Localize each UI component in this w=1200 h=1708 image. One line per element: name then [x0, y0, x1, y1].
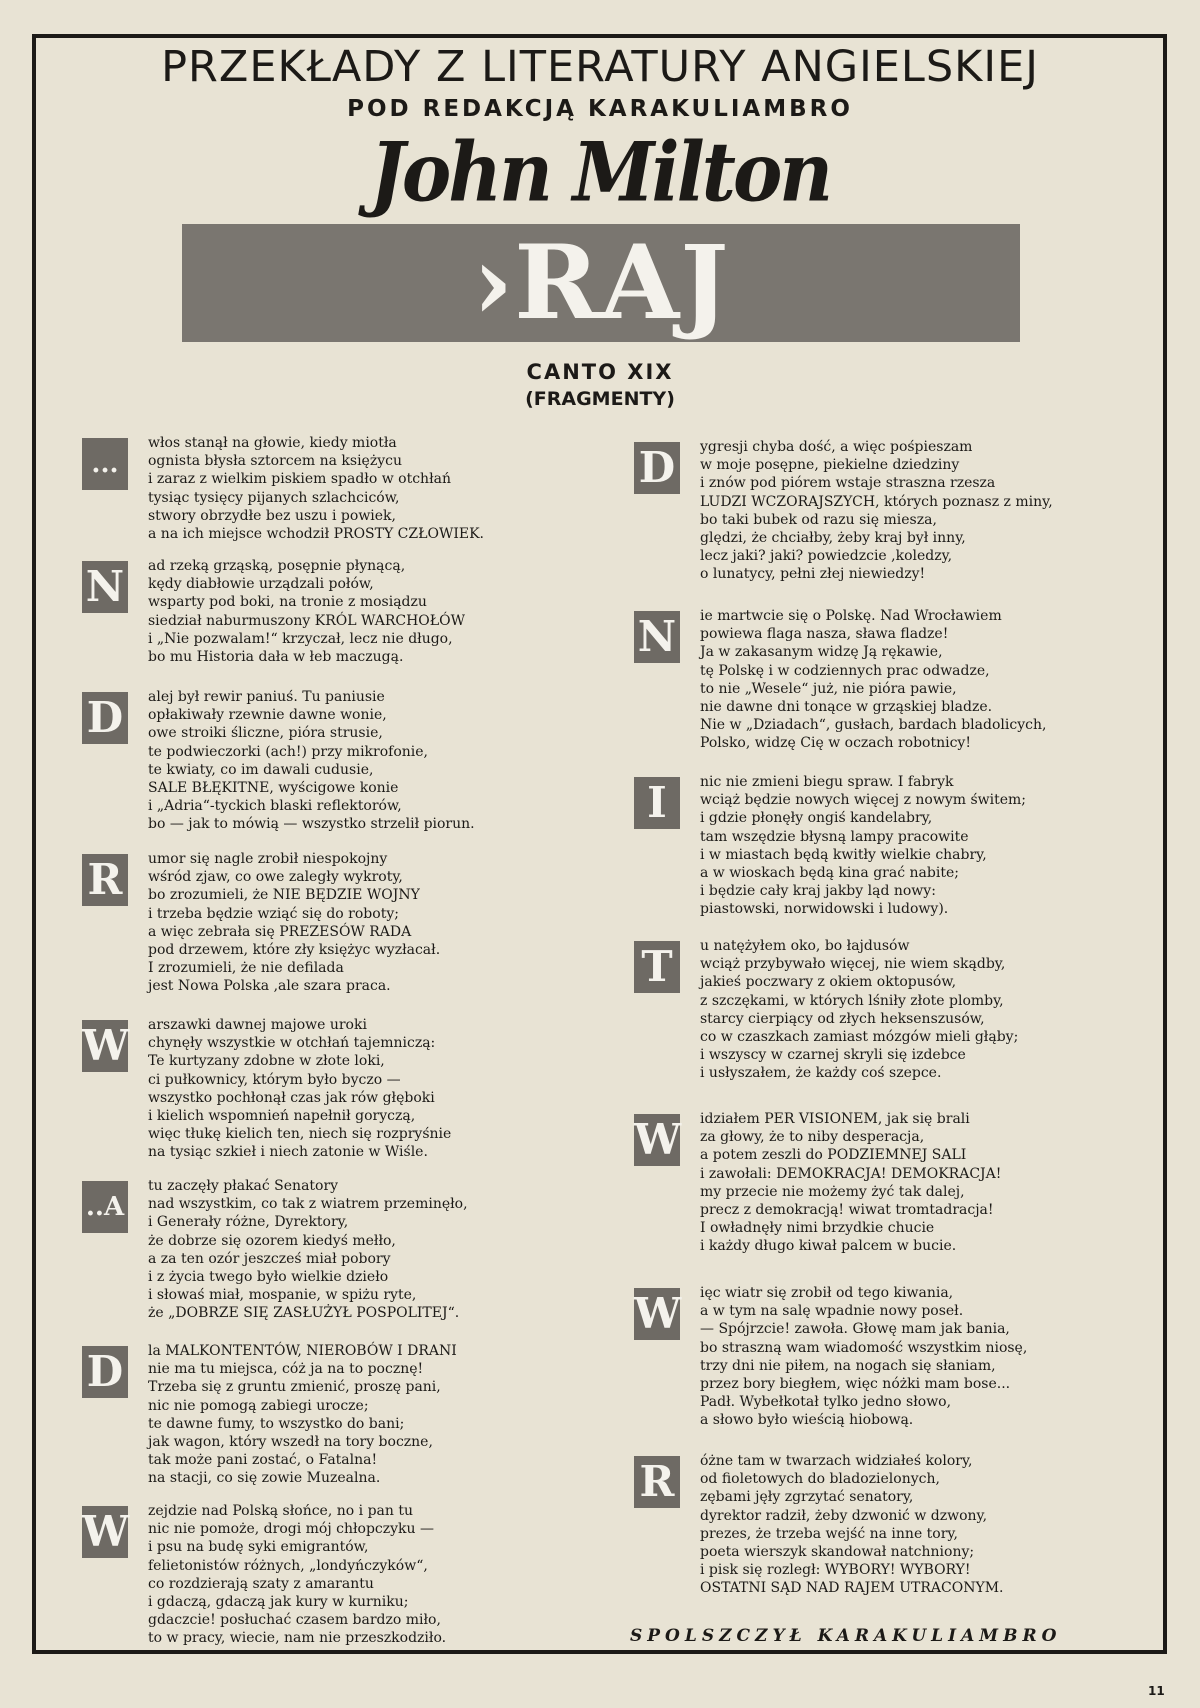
stanza-lines	[700, 1452, 1004, 1598]
canto-title: CANTO XIX	[526, 360, 674, 384]
verse-line: wciąż przybywało więcej, nie wiem skądby,	[700, 956, 1006, 973]
verse-line: o lunatycy, pełni złej niewiedzy!	[700, 566, 926, 583]
stanza-lines	[148, 1502, 446, 1648]
verse-line: poeta wierszyk skandował natchniony;	[700, 1544, 975, 1561]
verse-line: nic nie zmieni biegu spraw. I fabryk	[700, 774, 954, 790]
verse-line: tę Polskę i w codziennych prac odwadze,	[700, 662, 990, 679]
verse-line: stwory obrzydłe bez uszu i powiek,	[148, 507, 396, 524]
verse-line: jak wagon, który wszedł na tory boczne,	[148, 1434, 433, 1451]
drop-cap: D	[82, 692, 128, 744]
verse-line: więc tłukę kielich ten, niech się rozpryśnie	[148, 1126, 452, 1143]
verse-line: my przecie nie możemy żyć tak dalej,	[700, 1183, 965, 1200]
verse-line: Padł. Wybełkotał tylko jedno słowo,	[700, 1394, 952, 1411]
verse-line: te dawne fumy, to wszystko do bani;	[148, 1415, 405, 1432]
verse-line: I owładnęły nimi brzydkie chucie	[700, 1220, 935, 1237]
verse-line: la MALKONTENTÓW, NIEROBÓW I DRANI	[148, 1343, 457, 1359]
verse-line: trzy dni nie piłem, na nogach się słaniam,	[700, 1357, 996, 1374]
verse-line: piastowski, norwidowski i ludowy).	[700, 901, 949, 918]
verse-line: precz z demokracją! wiwat tromtadracja!	[700, 1202, 994, 1219]
drop-cap: R	[82, 854, 128, 906]
verse-line: ad rzeką grząską, posępnie płynącą,	[148, 558, 406, 574]
verse-line: dyrektor radził, żeby dzwonić w dzwony,	[700, 1507, 988, 1524]
verse-line: i znów pod piórem wstaje straszna rzesza	[700, 475, 996, 492]
stanza-lines	[148, 850, 440, 996]
drop-cap: N	[82, 561, 128, 613]
verse-line: lecz jaki? jaki? powiedzcie ,koledzy,	[700, 548, 953, 565]
verse-line: ięc wiatr się zrobił od tego kiwania,	[700, 1285, 954, 1301]
verse-line: ognista błysła sztorcem na księżycu	[148, 453, 402, 470]
verse-line: i psu na budę syki emigrantów,	[148, 1539, 369, 1556]
stanza-lines	[700, 438, 1053, 584]
drop-cap: W	[82, 1021, 130, 1070]
series-title: PRZEKŁADY Z LITERATURY ANGIELSKIEJ	[161, 42, 1039, 92]
verse-line: to nie „Wesele“ już, nie pióra pawie,	[700, 680, 957, 697]
work-title-banner: ›RAJ	[182, 224, 1020, 342]
editor-subtitle: POD REDAKCJĄ KARAKULIAMBRO	[347, 96, 853, 122]
verse-line: zejdzie nad Polską słońce, no i pan tu	[148, 1503, 413, 1519]
verse-line: i wszyscy w czarnej skryli się izdebce	[700, 1047, 966, 1064]
verse-line: felietonistów różnych, „londyńczyków“,	[148, 1557, 428, 1574]
verse-line: gdaczcie! posłuchać czasem bardzo miło,	[148, 1612, 441, 1629]
drop-cap: W	[634, 1115, 682, 1164]
verse-line: bo straszną wam wiadomość wszystkim niosę,	[700, 1339, 1028, 1356]
stanza-lines	[148, 1016, 451, 1162]
drop-cap: D	[82, 1346, 128, 1398]
verse-line: tak może pani zostać, o Fatalna!	[148, 1452, 378, 1469]
verse-line: tam wszędzie błysną lampy pracowite	[700, 828, 969, 845]
verse-line: i „Adria“-tyckich blaski reflektorów,	[148, 798, 402, 815]
verse-line: owe stroiki śliczne, pióra strusie,	[148, 725, 383, 742]
verse-line: i zaraz z wielkim piskiem spadło w otchłań	[148, 471, 451, 488]
verse-line: I zrozumieli, że nie defilada	[148, 960, 344, 977]
verse-line: arszawki dawnej majowe uroki	[148, 1017, 367, 1033]
verse-line: Nie w „Dziadach“, gusłach, bardach bladolicych,	[700, 717, 1047, 734]
verse-line: Te kurtyzany zdobne w złote loki,	[148, 1053, 385, 1070]
verse-line: LUDZI WCZORAJSZYCH, których poznasz z miny,	[700, 493, 1053, 510]
verse-line: za głowy, że to niby desperacja,	[700, 1129, 925, 1146]
verse-line: kędy diabłowie urządzali połów,	[148, 576, 374, 593]
verse-line: nic nie pomogą zabiegi urocze;	[148, 1397, 369, 1414]
drop-cap: T	[634, 941, 680, 993]
verse-line: od fioletowych do bladozielonych,	[700, 1471, 940, 1488]
canto-subtitle: (FRAGMENTY)	[525, 388, 675, 410]
author-name: John Milton	[369, 125, 831, 221]
verse-line: ygresji chyba dość, a więc pośpieszam	[700, 439, 973, 455]
verse-line: a w wioskach będą kina grać nabite;	[700, 865, 959, 882]
verse-line: SALE BŁĘKITNE, wyścigowe konie	[148, 780, 399, 797]
verse-line: wśród zjaw, co owe zaległy wykroty,	[148, 869, 403, 886]
drop-cap: R	[634, 1456, 680, 1508]
verse-line: bo zrozumieli, że NIE BĘDZIE WOJNY	[148, 887, 420, 904]
verse-line: przez bory biegłem, więc nóżki mam bose...	[700, 1376, 1011, 1393]
verse-line: ci pułkownicy, którym było byczo —	[148, 1071, 401, 1088]
verse-line: siedział naburmuszony KRÓL WARCHOŁÓW	[148, 612, 465, 629]
stanza-lines	[700, 937, 1018, 1083]
verse-line: wciąż będzie nowych więcej z nowym świtem;	[700, 792, 1027, 809]
verse-line: starcy cierpiący od złych heksenszusów,	[700, 1010, 985, 1027]
verse-line: pod drzewem, które zły księżyc wyzłacał.	[148, 942, 441, 959]
verse-line: na tysiąc szkieł i niech zatonie w Wiśle.	[148, 1144, 428, 1161]
verse-line: umor się nagle zrobił niespokojny	[148, 851, 388, 867]
stanza-lines	[148, 688, 475, 834]
verse-line: co w czaszkach zamiast mózgów mieli głąby;	[700, 1029, 1019, 1046]
drop-cap: I	[634, 777, 680, 829]
verse-line: opłakiwały rzewnie dawne wonie,	[148, 707, 387, 724]
verse-line: Polsko, widzę Cię w oczach robotnicy!	[700, 735, 971, 752]
verse-line: i „Nie pozwalam!“ krzyczał, lecz nie długo,	[148, 630, 453, 647]
verse-line: bo — jak to mówią — wszystko strzelił piorun.	[148, 816, 475, 833]
drop-cap: W	[634, 1289, 682, 1338]
verse-line: a za ten ozór jeszcześ miał pobory	[148, 1250, 391, 1267]
verse-line: Trzeba się z gruntu zmienić, proszę pani,	[148, 1379, 441, 1396]
verse-line: włos stanął na głowie, kiedy miotła	[148, 435, 397, 451]
verse-line: i pisk się rozległ: WYBORY! WYBORY!	[700, 1562, 971, 1579]
verse-line: ględzi, że chciałby, żeby kraj był inny,	[700, 530, 966, 547]
verse-line: i gdzie płonęły ongiś kandelabry,	[700, 810, 933, 827]
verse-line: a w tym na salę wpadnie nowy poseł.	[700, 1303, 964, 1320]
stanza-lines	[700, 1284, 1027, 1430]
verse-line: co rozdzierają szaty z amarantu	[148, 1575, 374, 1592]
drop-cap: N	[634, 611, 680, 663]
verse-line: na stacji, co się zowie Muzealna.	[148, 1470, 381, 1487]
verse-line: u natężyłem oko, bo łajdusów	[700, 938, 910, 954]
drop-cap: D	[634, 442, 680, 494]
verse-line: i słowaś miał, mospanie, w spiżu ryte,	[148, 1287, 417, 1304]
verse-line: i w miastach będą kwitły wielkie chabry,	[700, 846, 987, 863]
verse-line: wsparty pod boki, na tronie z mosiądzu	[148, 594, 427, 611]
verse-line: i kielich wspomnień napełnił goryczą,	[148, 1108, 416, 1125]
stanza-lines	[148, 434, 484, 543]
drop-cap: ...	[82, 438, 128, 490]
verse-line: idziałem PER VISIONEM, jak się brali	[700, 1111, 970, 1127]
verse-line: i będzie cały kraj jakby ląd nowy:	[700, 883, 936, 900]
verse-line: a więc zebrała się PREZESÓW RADA	[148, 923, 412, 940]
verse-line: nie ma tu miejsca, cóż ja na to pocznę!	[148, 1361, 424, 1378]
drop-cap: W	[82, 1507, 130, 1556]
verse-line: że „DOBRZE SIĘ ZASŁUŻYŁ POSPOLITEJ“.	[148, 1305, 460, 1322]
verse-line: jest Nowa Polska ,ale szara praca.	[148, 978, 391, 995]
verse-line: a na ich miejsce wchodził PROSTY CZŁOWIEK.	[148, 526, 484, 543]
verse-line: z szczękami, w których lśniły złote plomby,	[700, 992, 1004, 1009]
verse-line: jakieś poczwary z okiem oktopusów,	[700, 974, 957, 991]
verse-line: chynęły wszystkie w otchłań tajemniczą:	[148, 1035, 436, 1052]
verse-line: tu zaczęły płakać Senatory	[148, 1178, 339, 1194]
verse-line: te kwiaty, co im dawali cudusie,	[148, 761, 374, 778]
stanza-lines	[700, 773, 1026, 919]
verse-line: i trzeba będzie wziąć się do roboty;	[148, 905, 399, 922]
verse-line: zębami jęły zgrzytać senatory,	[700, 1489, 914, 1506]
drop-cap: ..A	[82, 1181, 128, 1233]
verse-line: powiewa flaga nasza, sława fladze!	[700, 626, 949, 643]
verse-line: a potem zeszli do PODZIEMNEJ SALI	[700, 1147, 967, 1164]
verse-line: a słowo było wieścią hiobową.	[700, 1412, 914, 1429]
verse-line: óżne tam w twarzach widziałeś kolory,	[700, 1453, 973, 1469]
verse-line: bo taki bubek od razu się miesza,	[700, 511, 937, 528]
verse-line: — Spójrzcie! zawoła. Głowę mam jak bania,	[700, 1321, 1010, 1338]
verse-line: i z życia twego było wielkie dzieło	[148, 1269, 389, 1286]
stanza-lines	[148, 1342, 457, 1488]
verse-line: ie martwcie się o Polskę. Nad Wrocławiem	[700, 608, 1002, 624]
verse-line: i Generały różne, Dyrektory,	[148, 1214, 349, 1231]
verse-line: alej był rewir paniuś. Tu paniusie	[148, 689, 385, 705]
stanza-lines	[700, 1110, 1001, 1256]
verse-line: że dobrze się ozorem kiedyś mełło,	[148, 1232, 396, 1249]
verse-line: i gdaczą, gdaczą jak kury w kurniku;	[148, 1594, 409, 1611]
verse-line: te podwieczorki (ach!) przy mikrofonie,	[148, 743, 428, 760]
verse-line: i każdy długo kiwał palcem w bucie.	[700, 1238, 957, 1255]
verse-line: OSTATNI SĄD NAD RAJEM UTRACONYM.	[700, 1580, 1004, 1597]
verse-line: wszystko pochłonął czas jak rów głęboki	[148, 1089, 435, 1106]
verse-line: nic nie pomoże, drogi mój chłopczyku —	[148, 1521, 435, 1538]
page-number: 11	[1148, 1684, 1165, 1698]
verse-line: w moje posępne, piekielne dziedziny	[700, 457, 960, 474]
verse-line: bo mu Historia dała w łeb maczugą.	[148, 649, 404, 666]
stanza-lines	[148, 1177, 468, 1323]
verse-line: to w pracy, wiecie, nam nie przeszkodziło.	[148, 1630, 447, 1647]
verse-line: i usłyszałem, że każdy coś szepce.	[700, 1065, 942, 1082]
stanza-lines	[148, 557, 465, 666]
translator-signature: SPOLSZCZYŁ KARAKULIAMBRO	[630, 1626, 1062, 1646]
verse-line: prezes, że trzeba wejść na inne tory,	[700, 1525, 958, 1542]
verse-line: tysiąc tysięcy pijanych szlachciców,	[148, 489, 400, 506]
verse-line: nad wszystkim, co tak z wiatrem przeminęło,	[148, 1196, 468, 1213]
verse-line: i zawołali: DEMOKRACJA! DEMOKRACJA!	[700, 1165, 1002, 1182]
verse-line: nie dawne dni tonące w grząskiej bladze.	[700, 699, 993, 716]
stanza-lines	[700, 607, 1046, 753]
verse-line: Ja w zakasanym widzę Ją rękawie,	[700, 644, 943, 661]
